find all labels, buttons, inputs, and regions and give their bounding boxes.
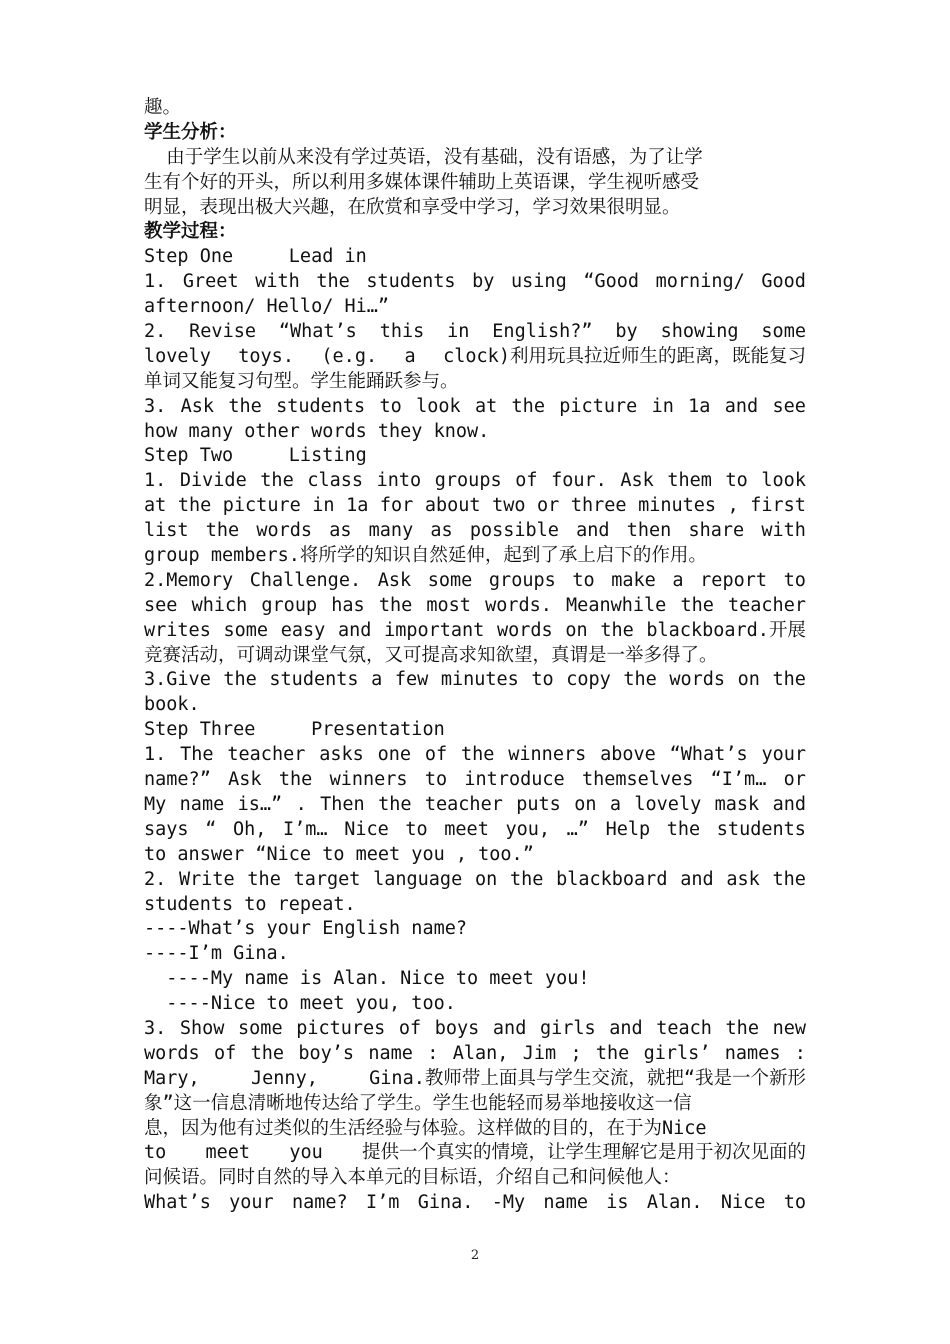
word: writes [144,619,211,641]
word: minutes [440,669,519,691]
word: on [474,868,498,890]
word: possible [469,520,559,542]
section-heading: 教学过程： [144,221,237,243]
text-line: 生有个好的开头，所以利用多媒体课件辅助上英语课，学生视听感受 [144,171,700,193]
word: Gina. [417,1192,474,1214]
word: your [229,1192,274,1214]
word: Then [320,793,365,815]
word: 2. [144,321,167,343]
word: 1. [144,744,167,766]
word: as [430,520,453,542]
text-line [144,395,806,420]
word: into [376,470,422,492]
word: asks [319,744,364,766]
word: to [405,818,428,840]
word: words. [485,594,552,616]
text-line [144,1141,806,1166]
text-line [144,668,806,693]
word: blackboard.开展 [646,619,806,641]
word: words [144,1042,200,1064]
text-line [144,270,806,295]
word: minutes [638,495,717,517]
word: Jim [522,1042,557,1064]
word: in [447,321,470,343]
word: has [331,594,365,616]
text-line [144,818,806,843]
word: puts [516,793,561,815]
word: …” [566,818,589,840]
word: some [223,619,269,641]
word: above [600,744,656,766]
word: to [424,769,448,791]
word: (e.g. [321,345,378,367]
word: teacher [424,793,503,815]
word: the [623,669,657,691]
word: Alan. [646,1192,703,1214]
text-line [144,868,806,893]
word: of [214,1042,237,1064]
word: words [496,619,553,641]
word: “What’s [669,744,748,766]
word: Oh, [232,818,267,840]
word: teach [656,1017,712,1039]
word: or [537,495,560,517]
word: with [761,520,806,542]
word: this [379,321,425,343]
text-line: afternoon/ Hello/ Hi…” [144,296,390,318]
text-line: 息，因为他有过类似的生活经验与体验。这样做的目的，在于为Nice [144,1117,707,1139]
text-line [144,469,806,494]
text-line [144,594,806,619]
word: “I’m… [710,769,767,791]
word: the [378,594,413,616]
word: some [761,321,806,343]
word: see [144,594,178,616]
word: and [337,619,372,641]
word: names [724,1042,781,1064]
word: the [461,744,495,766]
word: name [368,1042,413,1064]
word: Challenge. [249,569,362,591]
word: the [223,669,257,691]
word: Mary, [144,1067,200,1089]
section-heading: 学生分析： [144,121,237,143]
text-line: ----Nice to meet you, too. [144,993,456,1015]
word: Good [761,271,806,293]
word: at [474,395,498,417]
word: important [384,619,485,641]
word: : [427,1042,439,1064]
word: your [761,744,806,766]
word: 3.Give [144,669,211,691]
word: meet [205,1142,251,1164]
text-line [144,1017,806,1042]
word: English?” [492,321,593,343]
word: lovely [634,793,702,815]
text-line: ----My name is Alan. Nice to meet you! [144,968,590,990]
word: four. [551,470,607,492]
word: make [611,569,656,591]
text-line: how many other words they know. [144,420,490,442]
word: Show [179,1017,225,1039]
word: girls [539,1017,596,1039]
word: Jenny, [251,1067,318,1089]
word: I’m [365,1192,400,1214]
word: mask [714,793,760,815]
word: Divide [179,470,247,492]
word: 1. [144,271,167,293]
word: and [576,520,610,542]
word: the [250,1042,285,1064]
word: to [144,1142,167,1164]
word: picture [222,495,301,517]
word: a [371,669,383,691]
word: Nice [344,818,389,840]
document-body [144,96,806,1216]
word: as [329,520,352,542]
text-line: 问候语。同时自然的导入本单元的目标语，介绍自己和问候他人： [144,1167,681,1189]
word: the [205,520,240,542]
word: Alan, [452,1042,509,1064]
word: and [680,868,714,890]
word: first [750,495,806,517]
text-line: 单词又能复习句型。学生能踊跃参与。 [144,370,459,392]
word: you [289,1142,323,1164]
word: showing [660,321,739,343]
word: clock)利用玩具拉近师生的距离，既能复习 [443,345,806,367]
text-line: Step Two Listing [144,445,367,467]
word: is…” [237,793,283,815]
word: most [426,594,471,616]
text-line: 趣。 [144,97,182,118]
word: see [772,395,806,417]
word: group [261,594,318,616]
word: Nice [720,1192,766,1214]
text-line: 明显，表现出极大兴趣，在欣赏和享受中学习，学习效果很明显。 [144,196,681,218]
word: three [570,495,627,517]
word: words [256,520,313,542]
text-line: 象”这一信息清晰地传达给了学生。学生也能轻而易举地接收这一信 [144,1092,692,1114]
word: is [606,1192,629,1214]
word: or [783,769,806,791]
word: the [177,495,212,517]
word: to [783,569,806,591]
text-line [144,619,806,644]
word: name? [291,1192,348,1214]
word: a [609,793,621,815]
word: with [255,271,300,293]
word: groups [488,569,556,591]
word: and [609,1017,643,1039]
word: students [366,271,456,293]
word: the [511,395,545,417]
word: them [667,470,712,492]
text-line [144,494,806,519]
text-line [144,345,806,370]
word: then [626,520,672,542]
word: one [377,744,412,766]
word: toys. [238,345,294,367]
word: name?” [144,769,211,791]
word: -My [491,1192,526,1214]
word: language [373,868,463,890]
word: look [416,395,461,417]
word: the [378,793,412,815]
word: and [724,395,759,417]
word: to [783,1192,806,1214]
word: and [492,1017,527,1039]
word: share [688,520,745,542]
text-line [144,1042,806,1067]
word: the [247,868,281,890]
word: Ask [180,395,215,417]
word: to [725,470,748,492]
word: lovely [144,345,211,367]
word: which [191,594,248,616]
word: introduce [464,769,565,791]
text-line: 由于学生以前从来没有学过英语，没有基础，没有语感，为了让学 [144,146,703,168]
text-line: 竞赛活动，可调动课堂气氛，又可提高求知欲望，真谓是一举多得了。 [144,644,718,666]
word: for [379,495,414,517]
word: . [295,793,307,815]
word: girls’ [643,1042,711,1064]
word: report [700,569,767,591]
word: boy’s [298,1042,355,1064]
word: students [716,818,806,840]
page-number: 2 [470,1248,480,1263]
word: pictures [296,1017,386,1039]
word: 3. [144,1017,167,1039]
word: few [394,669,429,691]
word: 2.Memory [144,569,234,591]
word: look [761,470,806,492]
word: on [565,619,588,641]
word: students [276,395,366,417]
word: on [737,669,760,691]
word: in [651,395,674,417]
word: meet [444,818,489,840]
word: ; [570,1042,582,1064]
word: The [180,744,214,766]
word: new [772,1017,806,1039]
word: class [307,470,364,492]
word: the [680,594,714,616]
text-line: Step One Lead in [144,246,367,268]
word: the [666,818,701,840]
word: 2. [144,868,167,890]
text-line [144,1067,806,1092]
word: a [404,345,416,367]
word: Ask [620,470,654,492]
word: words [669,669,726,691]
word: Write [179,868,235,890]
text-line [144,320,806,345]
word: winners [508,744,587,766]
word: “ [205,818,217,840]
word: of [424,744,448,766]
word: target [293,868,361,890]
text-line: book. [144,694,200,716]
word: teacher [227,744,306,766]
text-line: group members.将所学的知识自然延伸，起到了承上启下的作用。 [144,545,707,567]
text-line [144,743,806,768]
word: to [572,569,595,591]
word: 1. [144,470,167,492]
word: “Good [583,271,640,293]
text-line [144,793,806,818]
word: and [772,793,806,815]
word: says [144,818,189,840]
text-line [144,768,806,793]
word: groups [434,470,502,492]
word: the [278,769,313,791]
word: boys [434,1017,480,1039]
word: by [472,271,495,293]
text-line: Step Three Presentation [144,719,445,741]
word: the [600,619,634,641]
word: many [368,520,414,542]
word: two [492,495,526,517]
word: I’m… [283,818,328,840]
word: on [574,793,597,815]
text-line: to answer “Nice to meet you , too.” [144,843,534,865]
word: What’s [144,1192,211,1214]
word: copy [566,669,611,691]
word: Gina.教师带上面具与学生交流，就把“我是一个新形 [369,1067,806,1089]
word: teacher [728,594,806,616]
word: you, [505,818,551,840]
word: the [509,868,544,890]
word: at [144,495,167,517]
word: using [511,271,567,293]
word: Meanwhile [566,594,667,616]
word: , [727,495,739,517]
word: the [772,868,806,890]
text-line [144,1191,806,1216]
word: the [595,1042,630,1064]
word: “What’s [278,321,357,343]
word: the [772,669,806,691]
word: Ask [228,769,262,791]
word: to [379,395,402,417]
word: themselves [581,769,694,791]
word: 1a [688,395,711,417]
word: Help [605,818,651,840]
word: the [260,470,294,492]
word: 1a [346,495,369,517]
word: in [312,495,335,517]
word: winners [329,769,408,791]
word: ask [726,868,760,890]
word: of [515,470,538,492]
word: 提供一个真实的情境，让学生理解它是用于初次见面的 [361,1142,806,1164]
word: 3. [144,395,167,417]
word: students [269,669,359,691]
word: Revise [189,321,256,343]
word: : [794,1042,806,1064]
text-line: ----What’s your English name? [144,918,468,940]
word: blackboard [556,868,668,890]
word: some [427,569,473,591]
word: name [543,1192,588,1214]
word: of [398,1017,422,1039]
word: list [144,520,189,542]
text-line [144,519,806,544]
text-line: students to repeat. [144,893,356,915]
word: to [531,669,554,691]
word: Ask [377,569,412,591]
word: the [228,395,262,417]
word: some [238,1017,283,1039]
word: by [615,321,638,343]
text-line: ----I’m Gina. [144,943,289,965]
word: about [424,495,481,517]
text-line [144,569,806,594]
word: Greet [182,271,239,293]
word: the [725,1017,759,1039]
word: a [672,569,684,591]
word: easy [280,619,326,641]
word: name [179,793,225,815]
word: the [316,271,350,293]
word: picture [559,395,638,417]
word: morning/ [655,271,745,293]
word: My [144,793,167,815]
